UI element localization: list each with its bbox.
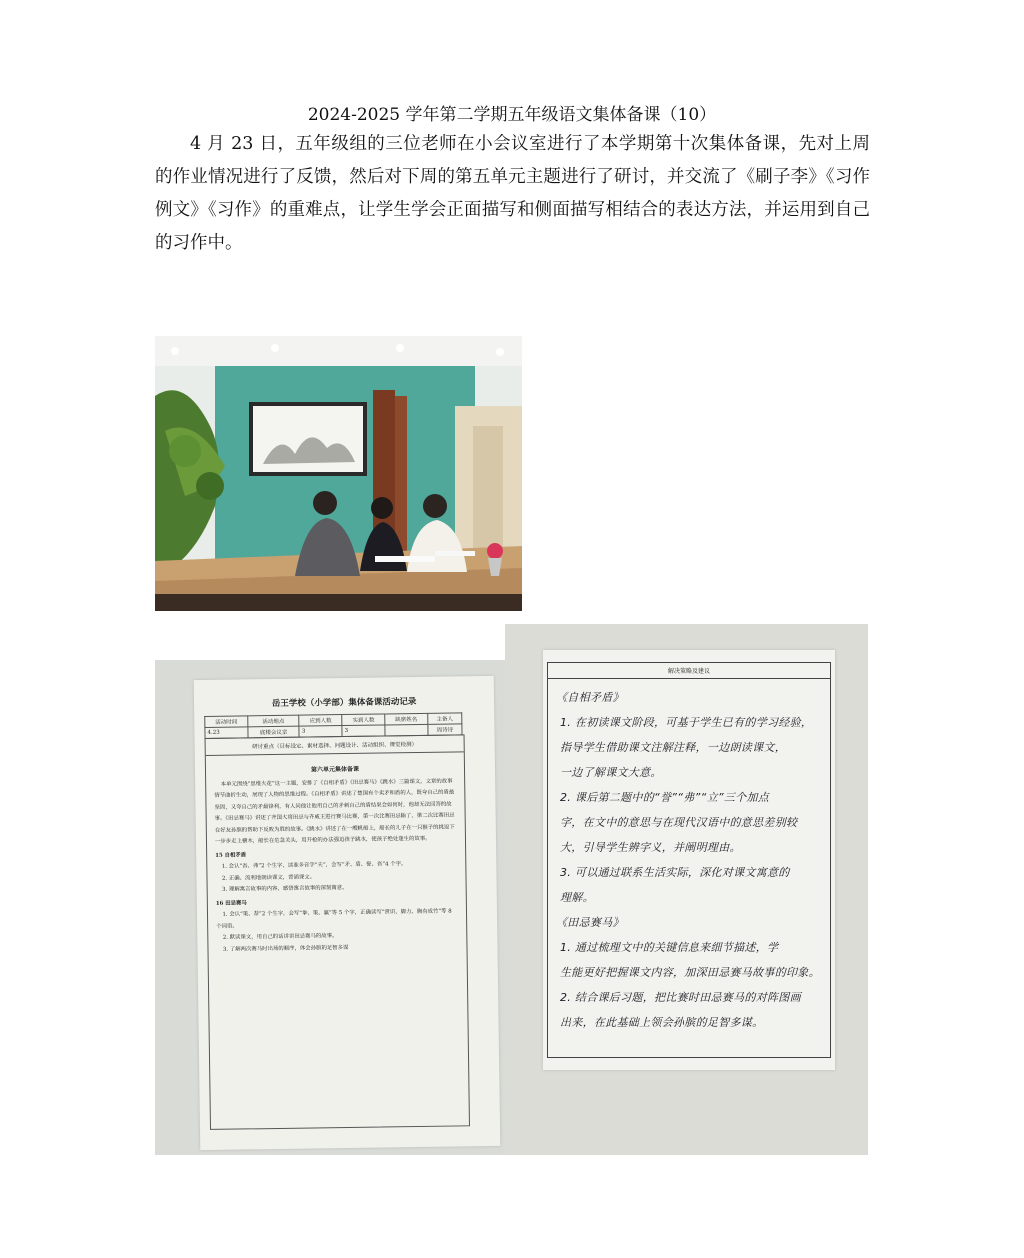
strategy-notes-paper — [543, 650, 835, 1070]
body-paragraph — [155, 128, 870, 260]
discussion-body — [206, 752, 467, 956]
note-line: 2. 结合课后习题，把比赛时田忌赛马的对阵图画 — [560, 991, 801, 1004]
note-line: 出来，在此基础上领会孙膑的足智多谋。 — [560, 1016, 764, 1029]
note-line: 1. 通过梳理文中的关键信息来细节描述，学 — [560, 941, 779, 954]
header-cell: 活动时间 — [205, 716, 248, 728]
lesson-item: 3. 理解寓言故事的内容，感悟寓言故事的深刻寓意。 — [222, 884, 348, 893]
table-cell: 底楼会议室 — [248, 726, 300, 738]
lesson-item: 1. 会认“吾、弗”2 个生字，读准多音字“夫”，会写“矛、盾、誉、吾”4 个字。 — [221, 861, 407, 870]
note-line: 字，在文中的意思与在现代汉语中的意思差别较 — [560, 816, 798, 829]
unit-intro: 本单元围绕“思维火花”这一主题，安排了《自相矛盾》《田忌赛马》《跳水》三篇课文。文章的故事情节曲折生动，展现了人物的思维过程。《自相矛盾》讲述了楚国有个卖矛和盾的人，既夸自己的盾最坚固，又夸自己的矛最锋利，有人问他让他用自己的矛刺自己的盾结果会如何时，他却无法回答的故事。《田忌赛马》讲述了齐国大将田忌与齐威王进行赛马比赛，第一次比赛田忌输了，第二次比赛田忌在好友孙膑的帮助下反败为胜的故事。《跳水》讲述了在一艘帆船上，船长的儿子在一只猴子的挑逗下一步步走上横木，船长在危急关头，用开枪的办法强迫孩子跳水，使孩子绝处逢生的故事。 — [214, 778, 455, 845]
table-cell: 3 — [299, 726, 342, 738]
note-line: 3. 可以通过联系生活实际，深化对课文寓意的 — [560, 866, 790, 879]
header-cell: 实到人数 — [342, 714, 385, 726]
table-cell: 周诗诗 — [428, 724, 462, 735]
header-cell: 主备人 — [428, 713, 462, 724]
note-line: 生能更好把握课文内容，加深田忌赛马故事的印象。 — [560, 966, 820, 979]
meeting-photo-illustration — [155, 336, 522, 611]
strategy-box — [547, 662, 831, 1058]
lesson-item: 2. 正确、流利地朗读课文，背诵课文。 — [221, 873, 316, 882]
form-title: 岳王学校（小学部）集体备课活动记录 — [271, 697, 417, 710]
activity-record-paper — [194, 676, 501, 1150]
strategy-notes-scan — [505, 624, 868, 1155]
lesson-item: 2. 默读课文，用自己的话讲讲田忌赛马的故事。 — [222, 933, 338, 941]
lesson-item: 3. 了解两次赛马时出场的顺序，体会孙膑的足智多谋 — [222, 944, 349, 953]
note-heading: 《田忌赛马》 — [556, 916, 624, 929]
strategy-header: 解决策略及建议 — [548, 663, 830, 679]
note-line: 一边了解课文大意。 — [560, 766, 662, 779]
handwritten-notes — [548, 679, 830, 1041]
table-cell: 3 — [342, 725, 385, 737]
discussion-box — [205, 734, 470, 1130]
lesson-title: 15 自相矛盾 — [215, 851, 247, 859]
unit-title: 第六单元集体备课 — [310, 765, 360, 774]
header-cell: 应到人数 — [299, 715, 342, 727]
header-cell: 缺席姓名 — [385, 713, 428, 725]
note-line: 指导学生借助课文注解注释，一边朗读课文， — [560, 741, 786, 754]
lesson-title: 16 田忌赛马 — [215, 899, 247, 907]
activity-record-scan — [155, 660, 520, 1155]
meeting-photo — [155, 336, 522, 611]
table-cell: 4.23 — [205, 727, 248, 739]
section-header: 研讨重点（目标设定、素材选择、问题设计、活动组织、课堂检测） — [206, 735, 464, 756]
note-line: 大，引导学生辨字义，并阐明理由。 — [560, 841, 741, 854]
lesson-item: 1. 会认“策、荐”2 个生字，会写“拳、策、赢”等 5 个字，正确读写“赏识、脚力、胸有成竹”等 8 个词语。 — [216, 908, 452, 930]
note-line: 1. 在初读课文阶段，可基于学生已有的学习经验， — [560, 716, 813, 729]
note-heading: 《自相矛盾》 — [556, 691, 624, 704]
note-line: 2. 课后第二题中的“誉”“弗”“立”三个加点 — [560, 791, 770, 804]
header-cell: 活动地点 — [248, 715, 300, 727]
document-title: 2024-2025 学年第二学期五年级语文集体备课（10） — [307, 105, 717, 125]
paragraph-text: 4 月 23 日，五年级组的三位老师在小会议室进行了本学期第十次集体备课，先对上周的作业情况进行了反馈，然后对下周的第五单元主题进行了研讨，并交流了《刷子李》《习作例文》《习作》的重难点，让学生学会正面描写和侧面描写相结合的表达方法，并运用到自己的习作中。 — [155, 134, 870, 253]
note-line: 理解。 — [560, 891, 594, 904]
